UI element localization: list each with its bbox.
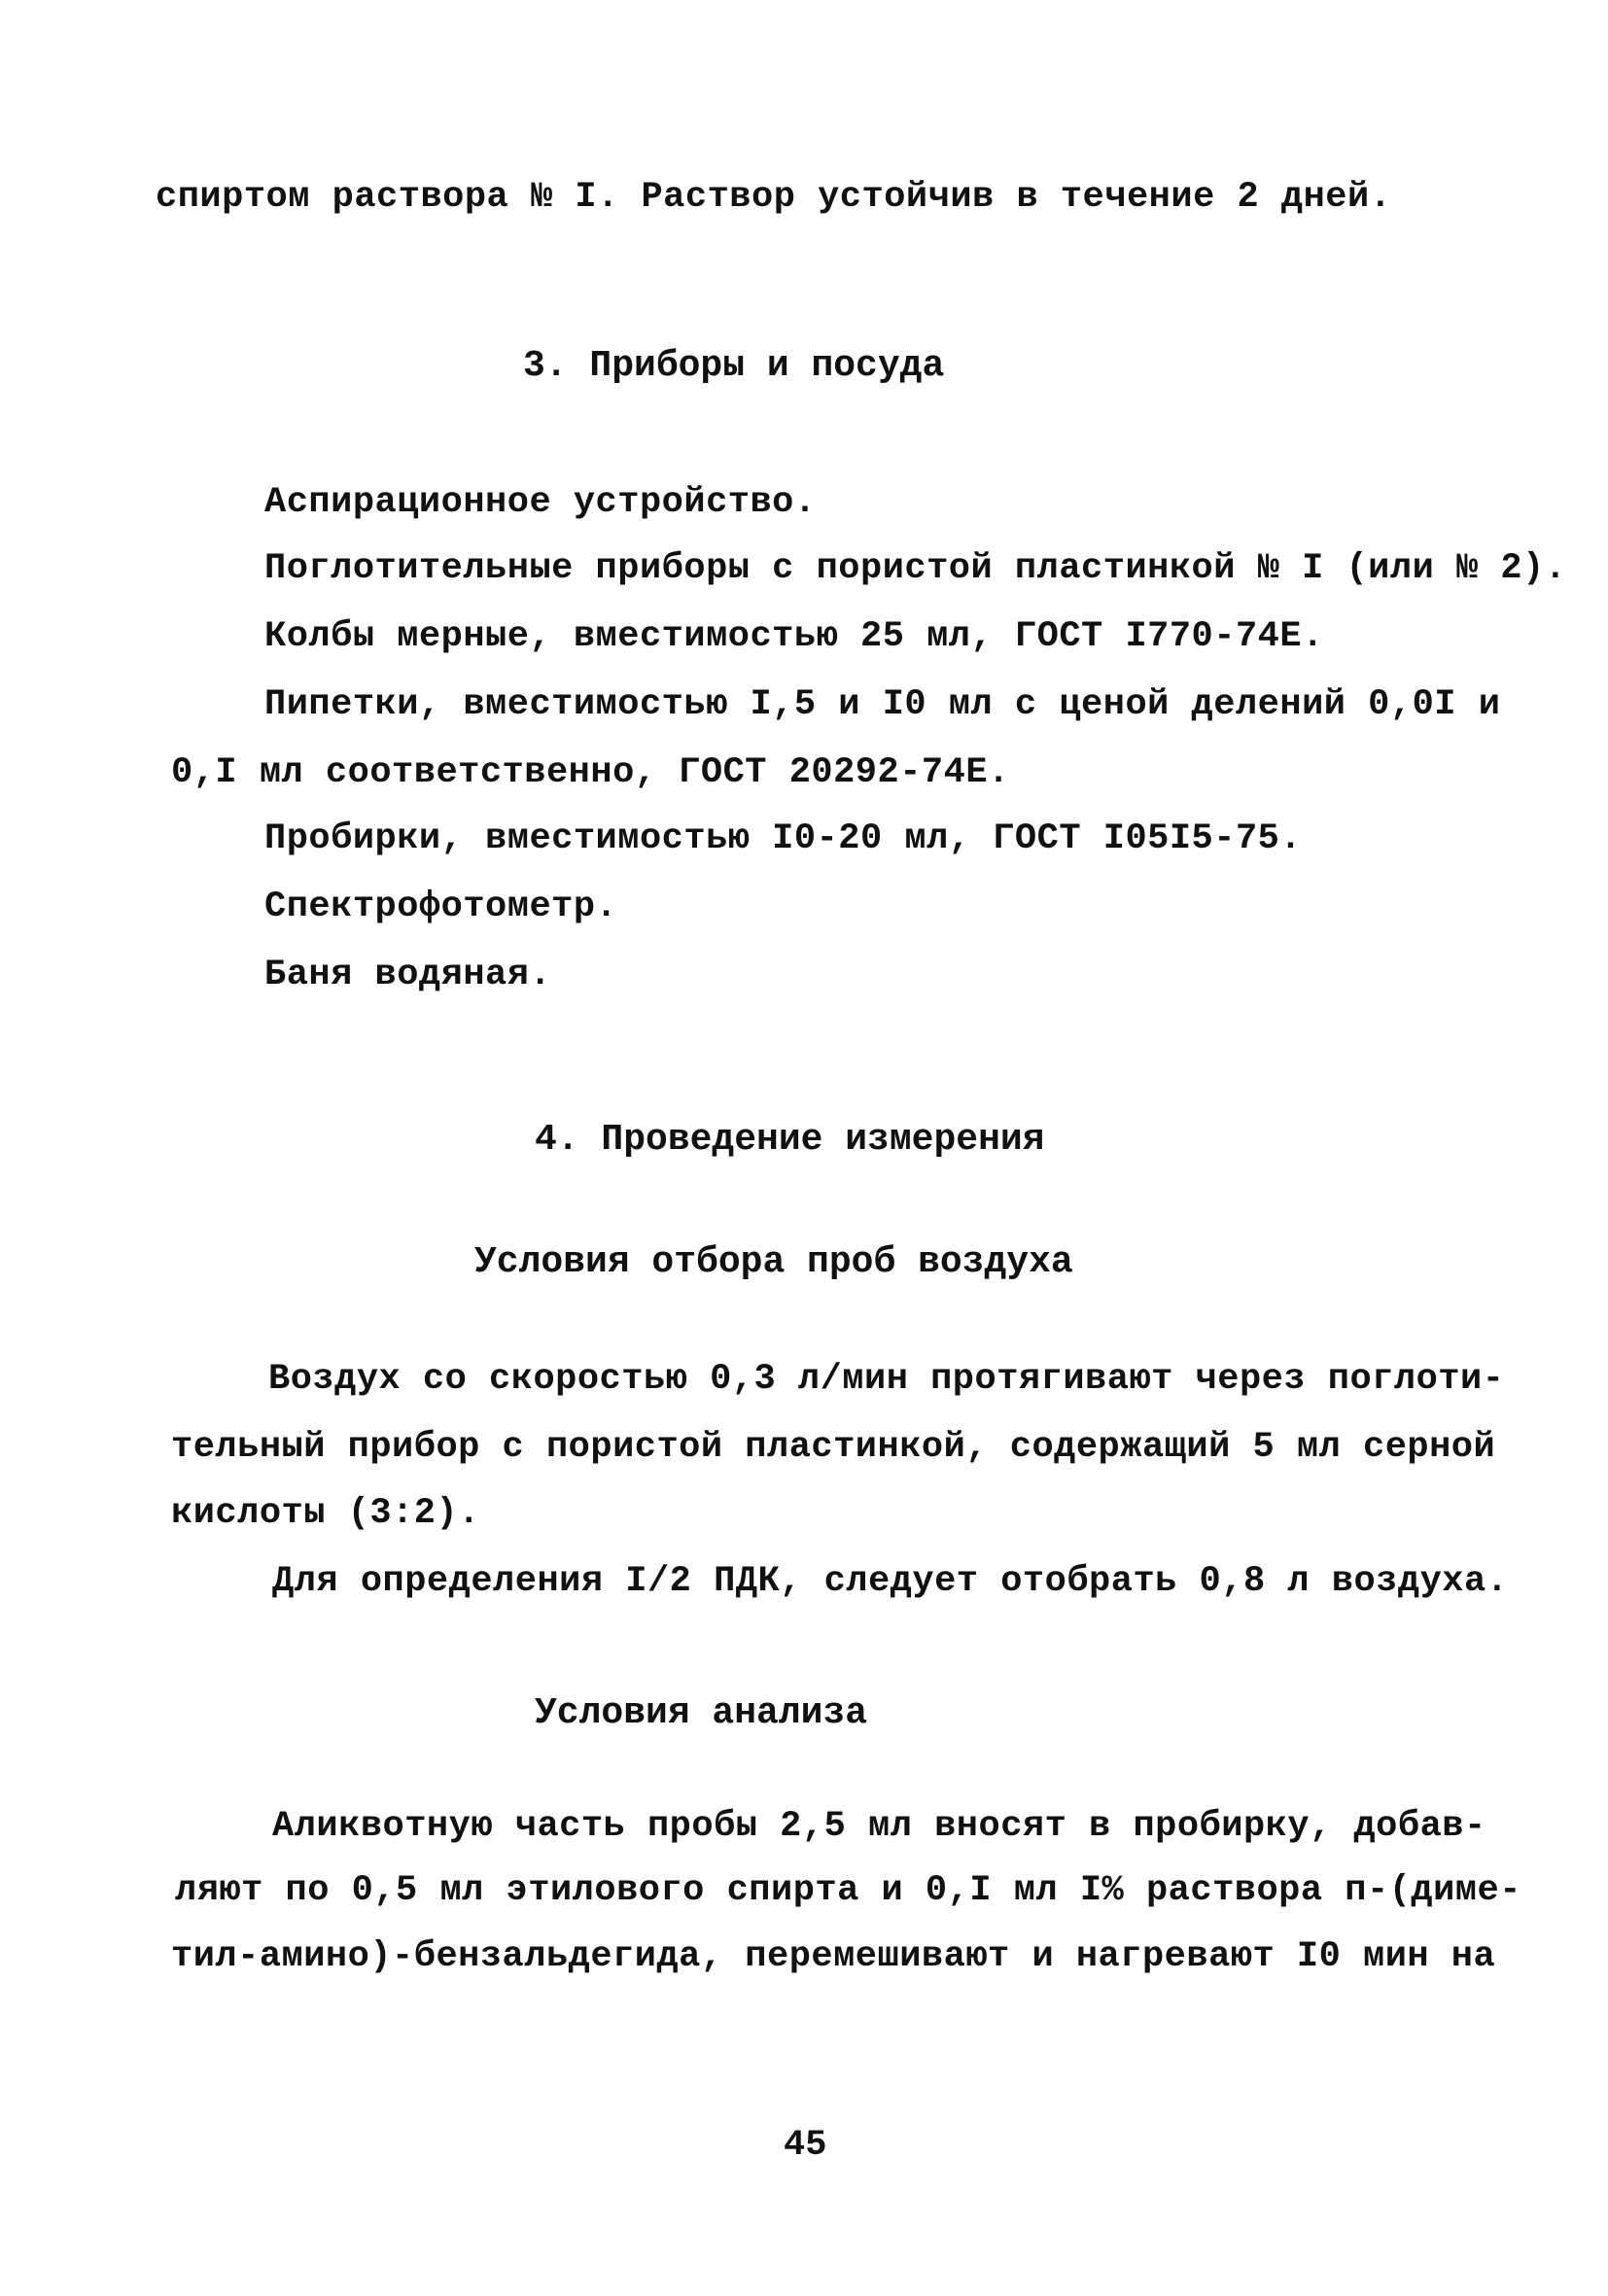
section-4-heading: 4. Проведение измерения — [535, 1119, 1045, 1161]
paragraph-line: Для определения I/2 ПДК, следует отобрать 0,8 л воздуха. — [272, 1561, 1509, 1602]
paragraph-line: Воздух со скоростью 0,3 л/мин протягивают через поглоти- — [268, 1359, 1505, 1400]
paragraph-line: ляют по 0,5 мл этилового спирта и 0,I мл I% раствора п-(диме- — [175, 1870, 1521, 1911]
paragraph-line: тил-амино)-бензальдегида, перемешивают и нагревают I0 мин на — [171, 1936, 1496, 1977]
equipment-item: Колбы мерные, вместимостью 25 мл, ГОСТ I770-74Е. — [264, 616, 1324, 657]
equipment-item: Поглотительные приборы с пористой пластинкой № I (или № 2). — [264, 548, 1567, 589]
equipment-item: Спектрофотометр. — [264, 887, 618, 927]
sampling-conditions-heading: Условия отбора проб воздуха — [474, 1241, 1073, 1283]
page-number: 45 — [784, 2125, 827, 2166]
equipment-item: Пипетки, вместимостью I,5 и I0 мл с ценой делений 0,0I и — [264, 684, 1501, 725]
paragraph-line: тельный прибор с пористой пластинкой, содержащий 5 мл серной — [171, 1427, 1496, 1468]
paragraph-line: кислоты (3:2). — [171, 1493, 480, 1534]
section-3-heading: 3. Приборы и посуда — [523, 345, 945, 387]
analysis-conditions-heading: Условия анализа — [535, 1692, 868, 1734]
equipment-item: Пробирки, вместимостью I0-20 мл, ГОСТ I05I5-75. — [264, 818, 1303, 859]
continuation-line: спиртом раствора № I. Раствор устойчив в течение 2 дней. — [156, 177, 1392, 218]
equipment-item: Баня водяная. — [264, 955, 552, 995]
paragraph-line: Аликвотную часть пробы 2,5 мл вносят в пробирку, добав- — [272, 1806, 1486, 1847]
equipment-item: Аспирационное устройство. — [264, 482, 817, 523]
equipment-item: 0,I мл соответственно, ГОСТ 20292-74Е. — [171, 752, 1010, 793]
